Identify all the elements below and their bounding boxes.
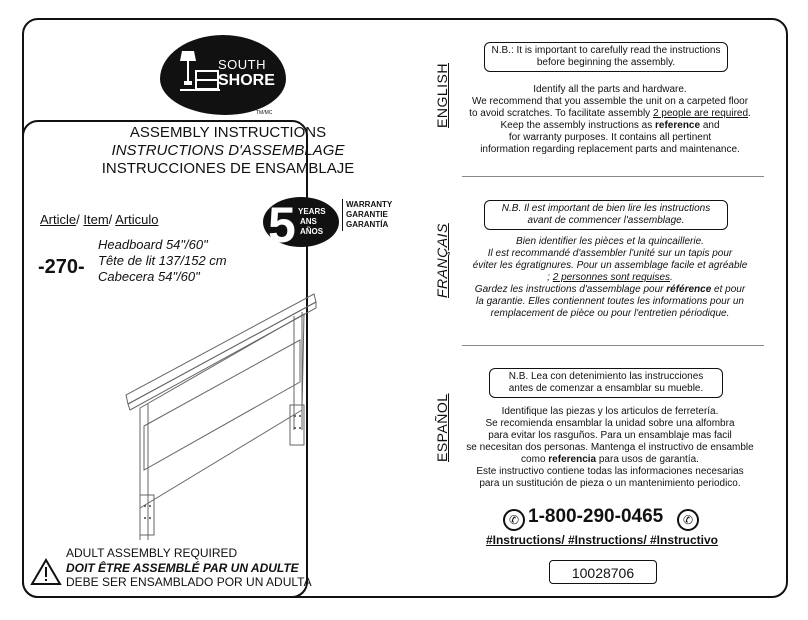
french-line-4a: ; [547,272,553,283]
lang-label-english [434,63,454,144]
english-line-4 [452,120,768,132]
warranty-years-fr: ANS [300,217,317,226]
model-name-es: Cabecera 54"/60" [98,269,200,284]
article-es: Articulo [115,212,159,227]
nb-french-line-1: N.B. Il est important de bien lire les instructions [501,203,711,214]
model-name-fr: Tête de lit 137/152 cm [98,253,227,268]
spanish-line-5c: para usos de garantía. [596,454,699,465]
title-english: ASSEMBLY INSTRUCTIONS [129,124,327,141]
spanish-line-5 [452,454,768,466]
english-line-2: We recommend that you assemble the unit on a carpeted floor [471,96,749,107]
english-line-4c: and [700,120,720,131]
english-body [452,84,768,156]
warranty-years-es: AÑOS [300,227,324,236]
warning-triangle-icon [30,558,62,586]
nb-spanish [489,368,723,398]
warranty-years-en: YEARS [298,207,326,216]
phone-left-icon: ✆ [503,509,525,531]
french-line-5b: référence [666,284,712,295]
logo-word-south: SOUTH [218,57,266,72]
spanish-line-5b: referencia [548,454,597,465]
adult-es: DEBE SER ENSAMBLADO POR UN ADULTA [66,575,312,589]
spanish-line-2: Se recomienda ensamblar la unidad sobre una alfombra [485,418,735,429]
logo-word-shore: SHORE [218,72,275,89]
phone-right-icon: ✆ [677,509,699,531]
divider-1 [462,176,764,177]
lang-label-french [434,223,454,314]
french-line-7: remplacement de pièce ou pour l'entretien périodique. [490,308,730,319]
lang-french-text: FRANÇAIS [434,223,450,298]
article-sep-1: / [76,212,84,227]
spanish-line-6: Este instructivo contiene todas las informaciones necesarias [476,466,744,477]
lang-label-spanish [434,393,454,478]
adult-fr: DOIT ÊTRE ASSEMBLÉ PAR UN ADULTE [66,560,299,575]
english-line-3u: 2 people are required [652,108,749,119]
nb-spanish-line-2: antes de comenzar a ensamblar su mueble. [508,383,704,394]
nb-english-line-2: before beginning the assembly. [536,57,676,68]
warranty-years-number: 5 [268,197,296,248]
model-name-en: Headboard 54"/60" [98,237,208,252]
spanish-line-5a: como [521,454,549,465]
model-names [98,237,227,285]
spanish-line-4: se necesitan dos personas. Mantenga el instructivo de ensamble [466,442,754,453]
phone-number[interactable]: 1-800-290-0465 [528,506,664,527]
english-line-4a: Keep the assembly instructions as [500,120,656,131]
french-line-6: la garantie. Elles contiennent toutes les informations pour un [476,296,744,307]
adult-assembly-notice [66,546,312,590]
spanish-line-7: para un sustitución de pieza o un mantenimiento periodico. [479,478,741,489]
warranty-badge [262,196,340,248]
title-spanish: INSTRUCCIONES DE ENSAMBLAJE [101,160,355,177]
french-line-1: Bien identifier les pièces et la quincaillerie. [516,236,704,247]
warranty-label-fr: GARANTIE [346,210,388,219]
trademark: TM/MC [256,110,273,116]
french-line-3: éviter les égratignures. Pour un assemblage facile et agréable [472,260,748,271]
hashtags: #Instructions/ #Instructions/ #Instructivo [485,533,719,547]
french-line-5c: et pour [711,284,746,295]
article-sep-2: / [108,212,116,227]
article-en: Article [40,212,77,227]
warranty-label-es: GARANTÍA [346,220,389,229]
french-line-5 [452,284,768,296]
french-line-4b: . [670,272,673,283]
nb-french [484,200,728,230]
nb-english-line-1: N.B.: It is important to carefully read the instructions [491,45,721,56]
article-fr: Item [83,212,109,227]
nb-english [484,42,728,72]
warranty-label-en: WARRANTY [346,200,393,209]
english-line-4b: reference [655,120,701,131]
article-label [40,212,159,227]
divider-2 [462,345,764,346]
warranty-divider [342,199,343,231]
english-line-3a: to avoid scratches. To facilitate assembly [469,108,653,119]
warranty-labels [346,200,392,230]
model-number: -270- [38,256,85,278]
english-line-3b: . [748,108,751,119]
south-shore-logo [160,35,286,115]
french-line-5a: Gardez les instructions d'assemblage pour [474,284,667,295]
spanish-line-3: para evitar los rasguños. Para un ensamblaje mas facil [488,430,732,441]
adult-en: ADULT ASSEMBLY REQUIRED [66,546,238,560]
document-code: 10028706 [549,560,657,584]
headboard-drawing [118,290,318,540]
english-line-1: Identify all the parts and hardware. [533,84,687,95]
english-line-5: for warranty purposes. It contains all pertinent [508,132,712,143]
french-body [452,236,768,320]
lang-english-text: ENGLISH [434,63,450,128]
title-french: INSTRUCTIONS D'ASSEMBLAGE [111,142,345,159]
english-line-6: information regarding replacement parts and maintenance. [480,144,740,155]
french-line-2: Il est recommandé d'assembler l'unité sur un tapis pour [487,248,733,259]
french-line-4 [452,272,768,284]
french-line-4u: 2 personnes sont requises [552,272,671,283]
spanish-body [452,406,768,490]
english-line-3 [452,108,768,120]
nb-french-line-2: avant de commencer l'assemblage. [527,215,685,226]
spanish-line-1: Identifique las piezas y los articulos de ferretería. [501,406,719,417]
nb-spanish-line-1: N.B. Lea con detenimiento las instrucciones [508,371,704,382]
lang-spanish-text: ESPAÑOL [434,393,450,462]
